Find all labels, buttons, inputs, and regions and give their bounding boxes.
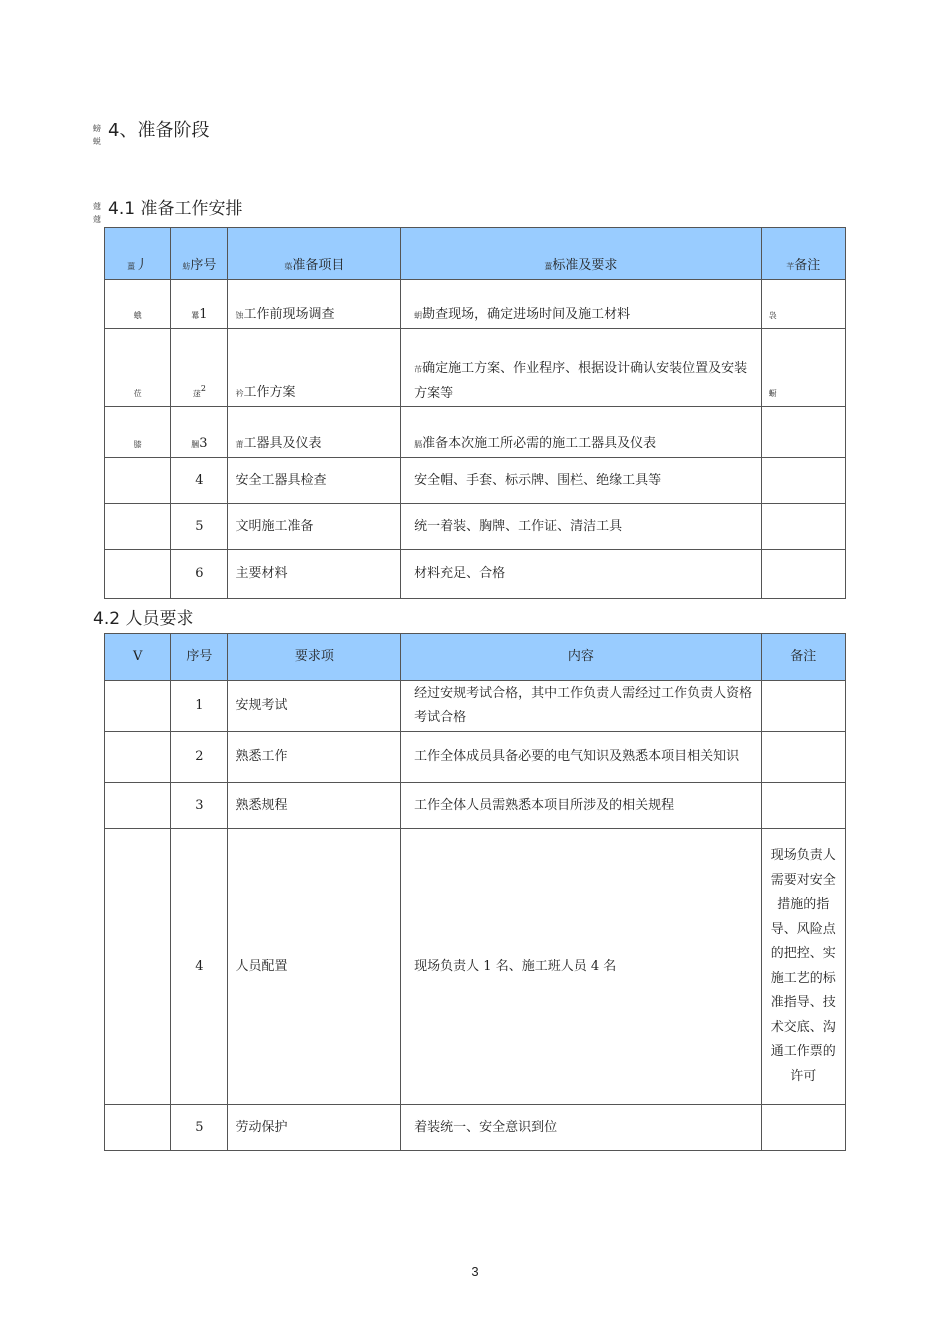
table-row (105, 732, 846, 783)
row-mark-cell (105, 732, 171, 783)
seq-cell: 6 (171, 550, 228, 599)
table-row (105, 504, 846, 550)
section-title: 4、准备阶段 (108, 120, 210, 141)
seq-cell: 2 (171, 732, 228, 783)
header-cell: 蚄序号 (171, 228, 228, 280)
section-title: 4.1 准备工作安排 (108, 199, 243, 219)
content-cell: 工作全体成员具备必要的电气知识及熟悉本项目相关知识 (401, 732, 761, 783)
item-cell: 主要材料 (228, 550, 401, 599)
seq-cell: 5 (171, 504, 228, 550)
row-mark-cell (105, 681, 171, 732)
note-cell: 蟵 (761, 329, 845, 407)
row-mark-cell (105, 504, 171, 550)
row-mark-cell: 蛾 (105, 280, 171, 329)
seq-cell: 3 (171, 783, 228, 829)
header-cell: 内容 (401, 634, 761, 681)
heading-mark: 螃 (93, 124, 101, 133)
content-cell: 工作全体人员需熟悉本项目所涉及的相关规程 (401, 783, 761, 829)
seq-cell: 4 (171, 829, 228, 1105)
row-mark-cell: 膝 (105, 407, 171, 458)
section-4-2-heading: 4.2 人员要求 (93, 609, 194, 629)
preparation-table (104, 227, 846, 599)
seq-cell: 4 (171, 458, 228, 504)
note-cell (761, 458, 845, 504)
note-cell (761, 504, 845, 550)
table-row (105, 550, 846, 599)
requirement-cell: 芇确定施工方案、作业程序、根据设计确认安装位置及安装方案等 (401, 329, 761, 407)
row-mark-cell (105, 550, 171, 599)
row-mark-cell (105, 458, 171, 504)
heading-mark: 蜕 (93, 137, 101, 146)
note-cell (761, 681, 845, 732)
heading-mark: 蔻 (93, 202, 101, 211)
requirement-cell: 蚏勘查现场，确定进场时间及施工材料 (401, 280, 761, 329)
seq-cell: 羃1 (171, 280, 228, 329)
note-cell: 现场负责人需要对安全措施的指导、风险点的把控、实施工艺的标准指导、技术交底、沟通工作票的许可 (761, 829, 845, 1105)
item-cell: 人员配置 (228, 829, 401, 1105)
content-cell: 现场负责人 1 名、施工班人员 4 名 (401, 829, 761, 1105)
requirement-cell: 统一着装、胸牌、工作证、清洁工具 (401, 504, 761, 550)
table-row (105, 1105, 846, 1151)
item-cell: 莆工器具及仪表 (228, 407, 401, 458)
seq-cell: 膕3 (171, 407, 228, 458)
header-cell: 芊备注 (761, 228, 845, 280)
header-cell: 要求项 (228, 634, 401, 681)
item-cell: 熟悉规程 (228, 783, 401, 829)
seq-cell: 1 (171, 681, 228, 732)
table-row (105, 329, 846, 407)
note-cell (761, 783, 845, 829)
item-cell: 衿工作方案 (228, 329, 401, 407)
row-mark-cell (105, 783, 171, 829)
table-header-row (105, 228, 846, 280)
content-cell: 着装统一、安全意识到位 (401, 1105, 761, 1151)
table-row (105, 280, 846, 329)
header-cell: V (105, 634, 171, 681)
table-row (105, 783, 846, 829)
header-cell: 序号 (171, 634, 228, 681)
content-cell: 经过安规考试合格，其中工作负责人需经过工作负责人资格考试合格 (401, 681, 761, 732)
table-row (105, 681, 846, 732)
page-number: 3 (471, 1264, 479, 1279)
item-cell: 蚀工作前现场调查 (228, 280, 401, 329)
item-cell: 安规考试 (228, 681, 401, 732)
note-cell (761, 550, 845, 599)
row-mark-cell (105, 829, 171, 1105)
row-mark-cell (105, 1105, 171, 1151)
seq-cell: 蒁$^2$ (171, 329, 228, 407)
header-cell: 薑丿 (105, 228, 171, 280)
requirement-cell: 膈准备本次施工所必需的施工工器具及仪表 (401, 407, 761, 458)
note-cell (761, 1105, 845, 1151)
personnel-table (104, 633, 846, 1151)
item-cell: 熟悉工作 (228, 732, 401, 783)
row-mark-cell: 莅 (105, 329, 171, 407)
item-cell: 文明施工准备 (228, 504, 401, 550)
seq-cell: 5 (171, 1105, 228, 1151)
header-cell: 备注 (761, 634, 845, 681)
table-header-row (105, 634, 846, 681)
header-cell: 薑标准及要求 (401, 228, 761, 280)
item-cell: 劳动保护 (228, 1105, 401, 1151)
note-cell (761, 732, 845, 783)
table-row (105, 458, 846, 504)
requirement-cell: 安全帽、手套、标示牌、围栏、绝缘工具等 (401, 458, 761, 504)
header-cell: 蒅准备项目 (228, 228, 401, 280)
table-row (105, 407, 846, 458)
item-cell: 安全工器具检查 (228, 458, 401, 504)
heading-mark: 蔻 (93, 215, 101, 224)
table-row (105, 829, 846, 1105)
note-cell (761, 407, 845, 458)
note-cell: 袅 (761, 280, 845, 329)
requirement-cell: 材料充足、合格 (401, 550, 761, 599)
